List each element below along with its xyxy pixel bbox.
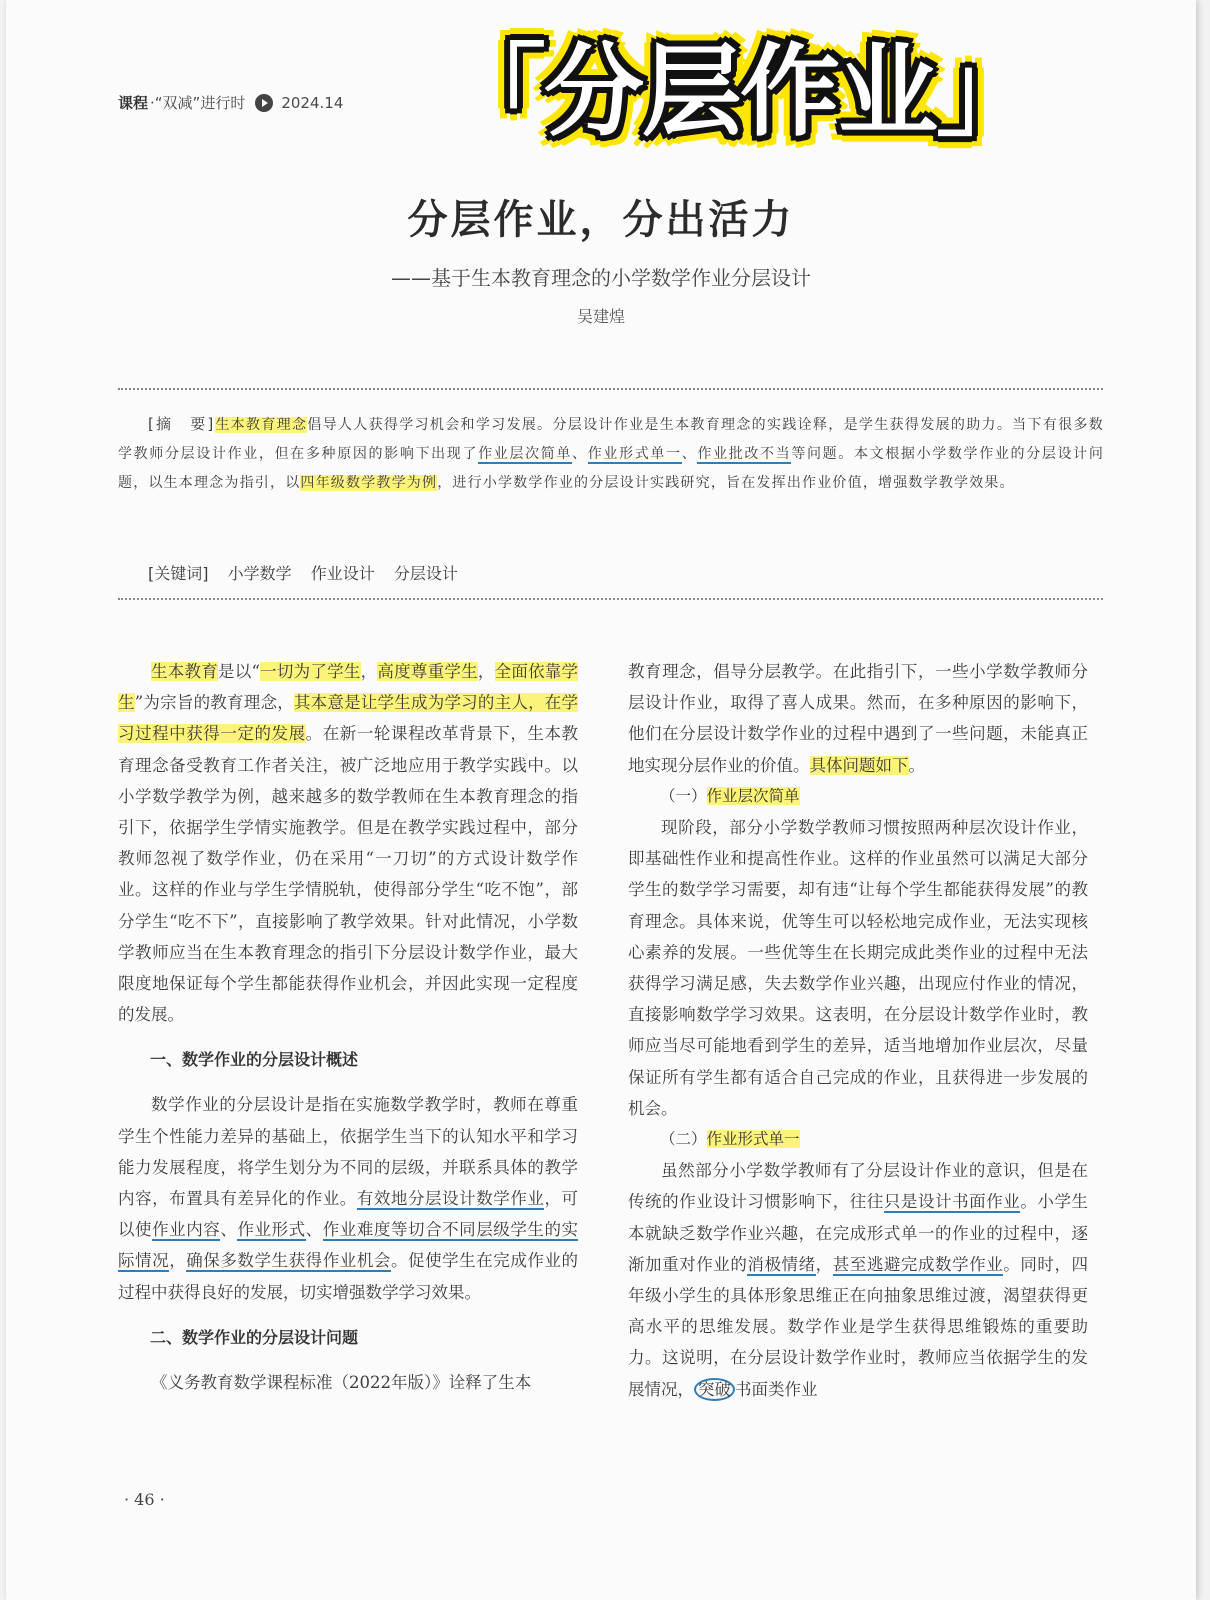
abstract-underline: 作业层次简单 <box>478 446 573 462</box>
highlight: 作业形式单一 <box>706 1130 800 1149</box>
underline: 消极情绪 <box>747 1254 816 1274</box>
text: 书面类作业 <box>735 1379 818 1399</box>
highlight: 一切为了学生 <box>259 662 361 681</box>
text: 。同时，四年级小学生的具体形象思维正在向抽象思维过渡，渴望获得更高水平的思维发展。数学作业是学生获得思维锻炼的重要助力。这说明，在分层设计数学作业时，教师应当依据学生的发展情况， <box>628 1254 1089 1399</box>
abstract <box>118 410 1104 498</box>
subsection-heading <box>660 1124 1088 1155</box>
journal-header <box>118 92 343 113</box>
subsection-number: （一） <box>660 786 707 805</box>
header-column: ·“双减”进行时 <box>150 94 246 112</box>
keywords-label: [关键词] <box>148 564 209 583</box>
subsection-heading <box>660 781 1088 812</box>
text: 虽然部分小学数学教师有了分层设计作业的意识，但是在传统的作业设计习惯影响下，往往 <box>628 1161 1088 1212</box>
text: ， <box>360 662 378 681</box>
abstract-text: ，进行小学数学作业的分层设计实践研究，旨在发挥出作业价值，增强数学教学效果。 <box>437 475 1015 491</box>
text: 是以“ <box>217 662 260 681</box>
divider-bottom <box>118 598 1103 600</box>
abstract-label: [摘 要] <box>148 415 216 433</box>
keyword: 分层设计 <box>393 564 458 583</box>
header-section: 课程 <box>118 94 149 112</box>
underline: 作业内容 <box>152 1220 221 1240</box>
page-number: · 46 · <box>124 1490 165 1509</box>
text: ， <box>169 1251 187 1271</box>
abstract-highlight: 生本教育理念 <box>215 417 308 433</box>
text: 、 <box>220 1220 238 1240</box>
text: 。促使学生在完成作业的过程中获得良好的发展，切实增强数学学习效果。 <box>118 1251 579 1302</box>
play-icon <box>255 94 273 112</box>
abstract-underline: 作业批改不当 <box>697 446 792 462</box>
text: 、 <box>305 1220 323 1240</box>
paragraph <box>118 1089 578 1307</box>
abstract-text: 、 <box>572 446 588 462</box>
left-column <box>118 656 578 1398</box>
section-heading: 二、数学作业的分层设计问题 <box>150 1327 359 1347</box>
right-column <box>628 656 1088 1405</box>
underline: 只是设计书面作业 <box>883 1192 1021 1212</box>
text: ， <box>477 662 495 681</box>
abstract-highlight: 四年级数学教学为例 <box>300 475 438 491</box>
underline: 甚至逃避完成数学作业 <box>832 1254 1004 1274</box>
keyword: 小学数学 <box>227 564 292 583</box>
underline: 作业难度等切合不同层级学生的实际情况 <box>118 1220 579 1271</box>
underline: 确保多数学生获得作业机会 <box>186 1251 391 1271</box>
divider-top <box>118 388 1103 390</box>
paragraph <box>628 1155 1088 1405</box>
highlight: 生本教育 <box>151 662 218 681</box>
text: ， <box>815 1254 833 1274</box>
text: 。小学生本就缺乏数学作业兴趣，在完成形式单一的作业的过程中，逐渐加重对作业的 <box>628 1192 1089 1274</box>
underline: 作业形式 <box>237 1220 306 1240</box>
highlight: 全面依靠学生 <box>118 662 579 713</box>
keyword: 作业设计 <box>310 564 375 583</box>
section-heading: 一、数学作业的分层设计概述 <box>150 1050 359 1070</box>
paragraph <box>118 656 578 1030</box>
text: 数学作业的分层设计是指在实施数学教学时，教师在尊重学生个性能力差异的基础上，依据学生当下的认知水平和学习能力发展程度，将学生划分为不同的层级，并联系具体的教学内容，布置具有差异化的作业。 <box>118 1095 578 1209</box>
abstract-underline: 作业形式单一 <box>587 446 682 462</box>
header-issue: 2024.14 <box>281 93 344 112</box>
underline: 有效地分层设计数学作业 <box>356 1189 545 1209</box>
paragraph <box>628 656 1088 781</box>
highlight: 其本意是让学生成为学习的主人，在学习过程中获得一定的发展 <box>118 693 579 744</box>
text: 。在新一轮课程改革背景下，生本教育理念备受教育工作者关注，被广泛地应用于教学实践中。以小学数学教学为例，越来越多的数学教师在生本教育理念的指引下，依据学生学情实施教学。但是在教学实践过程中，部分教师忽视了数学作业，仍在采用“一刀切”的方式设计数学作业。这样的作业与学生学情脱轨，使得部分学生“吃不饱”，部分学生“吃不下”，直接影响了教学效果。针对此情况，小学数学教师应当在生本教育理念的指引下分层设计数学作业，最大限度地保证每个学生都能获得作业机会，并因此实现一定程度的发展。 <box>118 724 579 1025</box>
highlight: 具体问题如下 <box>809 755 909 775</box>
paragraph: 《义务教育数学课程标准（2022年版）》诠释了生本 <box>151 1372 532 1392</box>
article-title: 分层作业，分出活力 <box>407 196 795 243</box>
keywords <box>148 561 472 584</box>
text: ，可以使 <box>118 1189 579 1240</box>
text: 教育理念，倡导分层教学。在此指引下，一些小学数学教师分层设计作业，取得了喜人成果。然而，在多种原因的影响下，他们在分层设计数学作业的过程中遇到了一些问题，未能真正地实现分层作业的价值。 <box>628 662 1088 775</box>
highlight: 高度尊重学生 <box>377 662 478 681</box>
article-subtitle: ——基于生本教育理念的小学数学作业分层设计 <box>391 266 811 290</box>
highlight: 作业层次简单 <box>706 786 800 805</box>
text: 。 <box>908 755 925 775</box>
circled-text: 突破 <box>694 1378 735 1401</box>
abstract-text: 倡导人人获得学习机会和学习发展。分层设计作业是生本教育理念的实践诠释，是学生获得发展的助力。当下有很多数学教师分层设计作业，但在多种原因的影响下出现了 <box>118 417 1104 462</box>
journal-page <box>6 0 1196 1600</box>
subsection-number: （二） <box>660 1130 707 1149</box>
abstract-text: 等问题。本文根据小学数学作业的分层设计问题，以生本理念为指引，以 <box>118 446 1105 491</box>
overlay-title: 「分层作业」 <box>446 33 1034 150</box>
paragraph: 现阶段，部分小学数学教师习惯按照两种层次设计作业，即基础性作业和提高性作业。这样的作业虽然可以满足大部分学生的数学学习需要，却有违“让每个学生都能获得发展”的教育理念。具体来说，优等生可以轻松地完成作业，无法实现核心素养的发展。一些优等生在长期完成此类作业的过程中无法获得学习满足感，失去数学作业兴趣，出现应付作业的情况，直接影响数学学习效果。这表明，在分层设计数学作业时，教师应当尽可能地看到学生的差异，适当地增加作业层次，尽量保证所有学生都有适合自己完成的作业，且获得进一步发展的机会。 <box>628 818 1088 1118</box>
abstract-text: 、 <box>681 446 698 462</box>
article-author: 吴建煌 <box>576 307 625 326</box>
text: ”为宗旨的教育理念， <box>134 693 294 713</box>
